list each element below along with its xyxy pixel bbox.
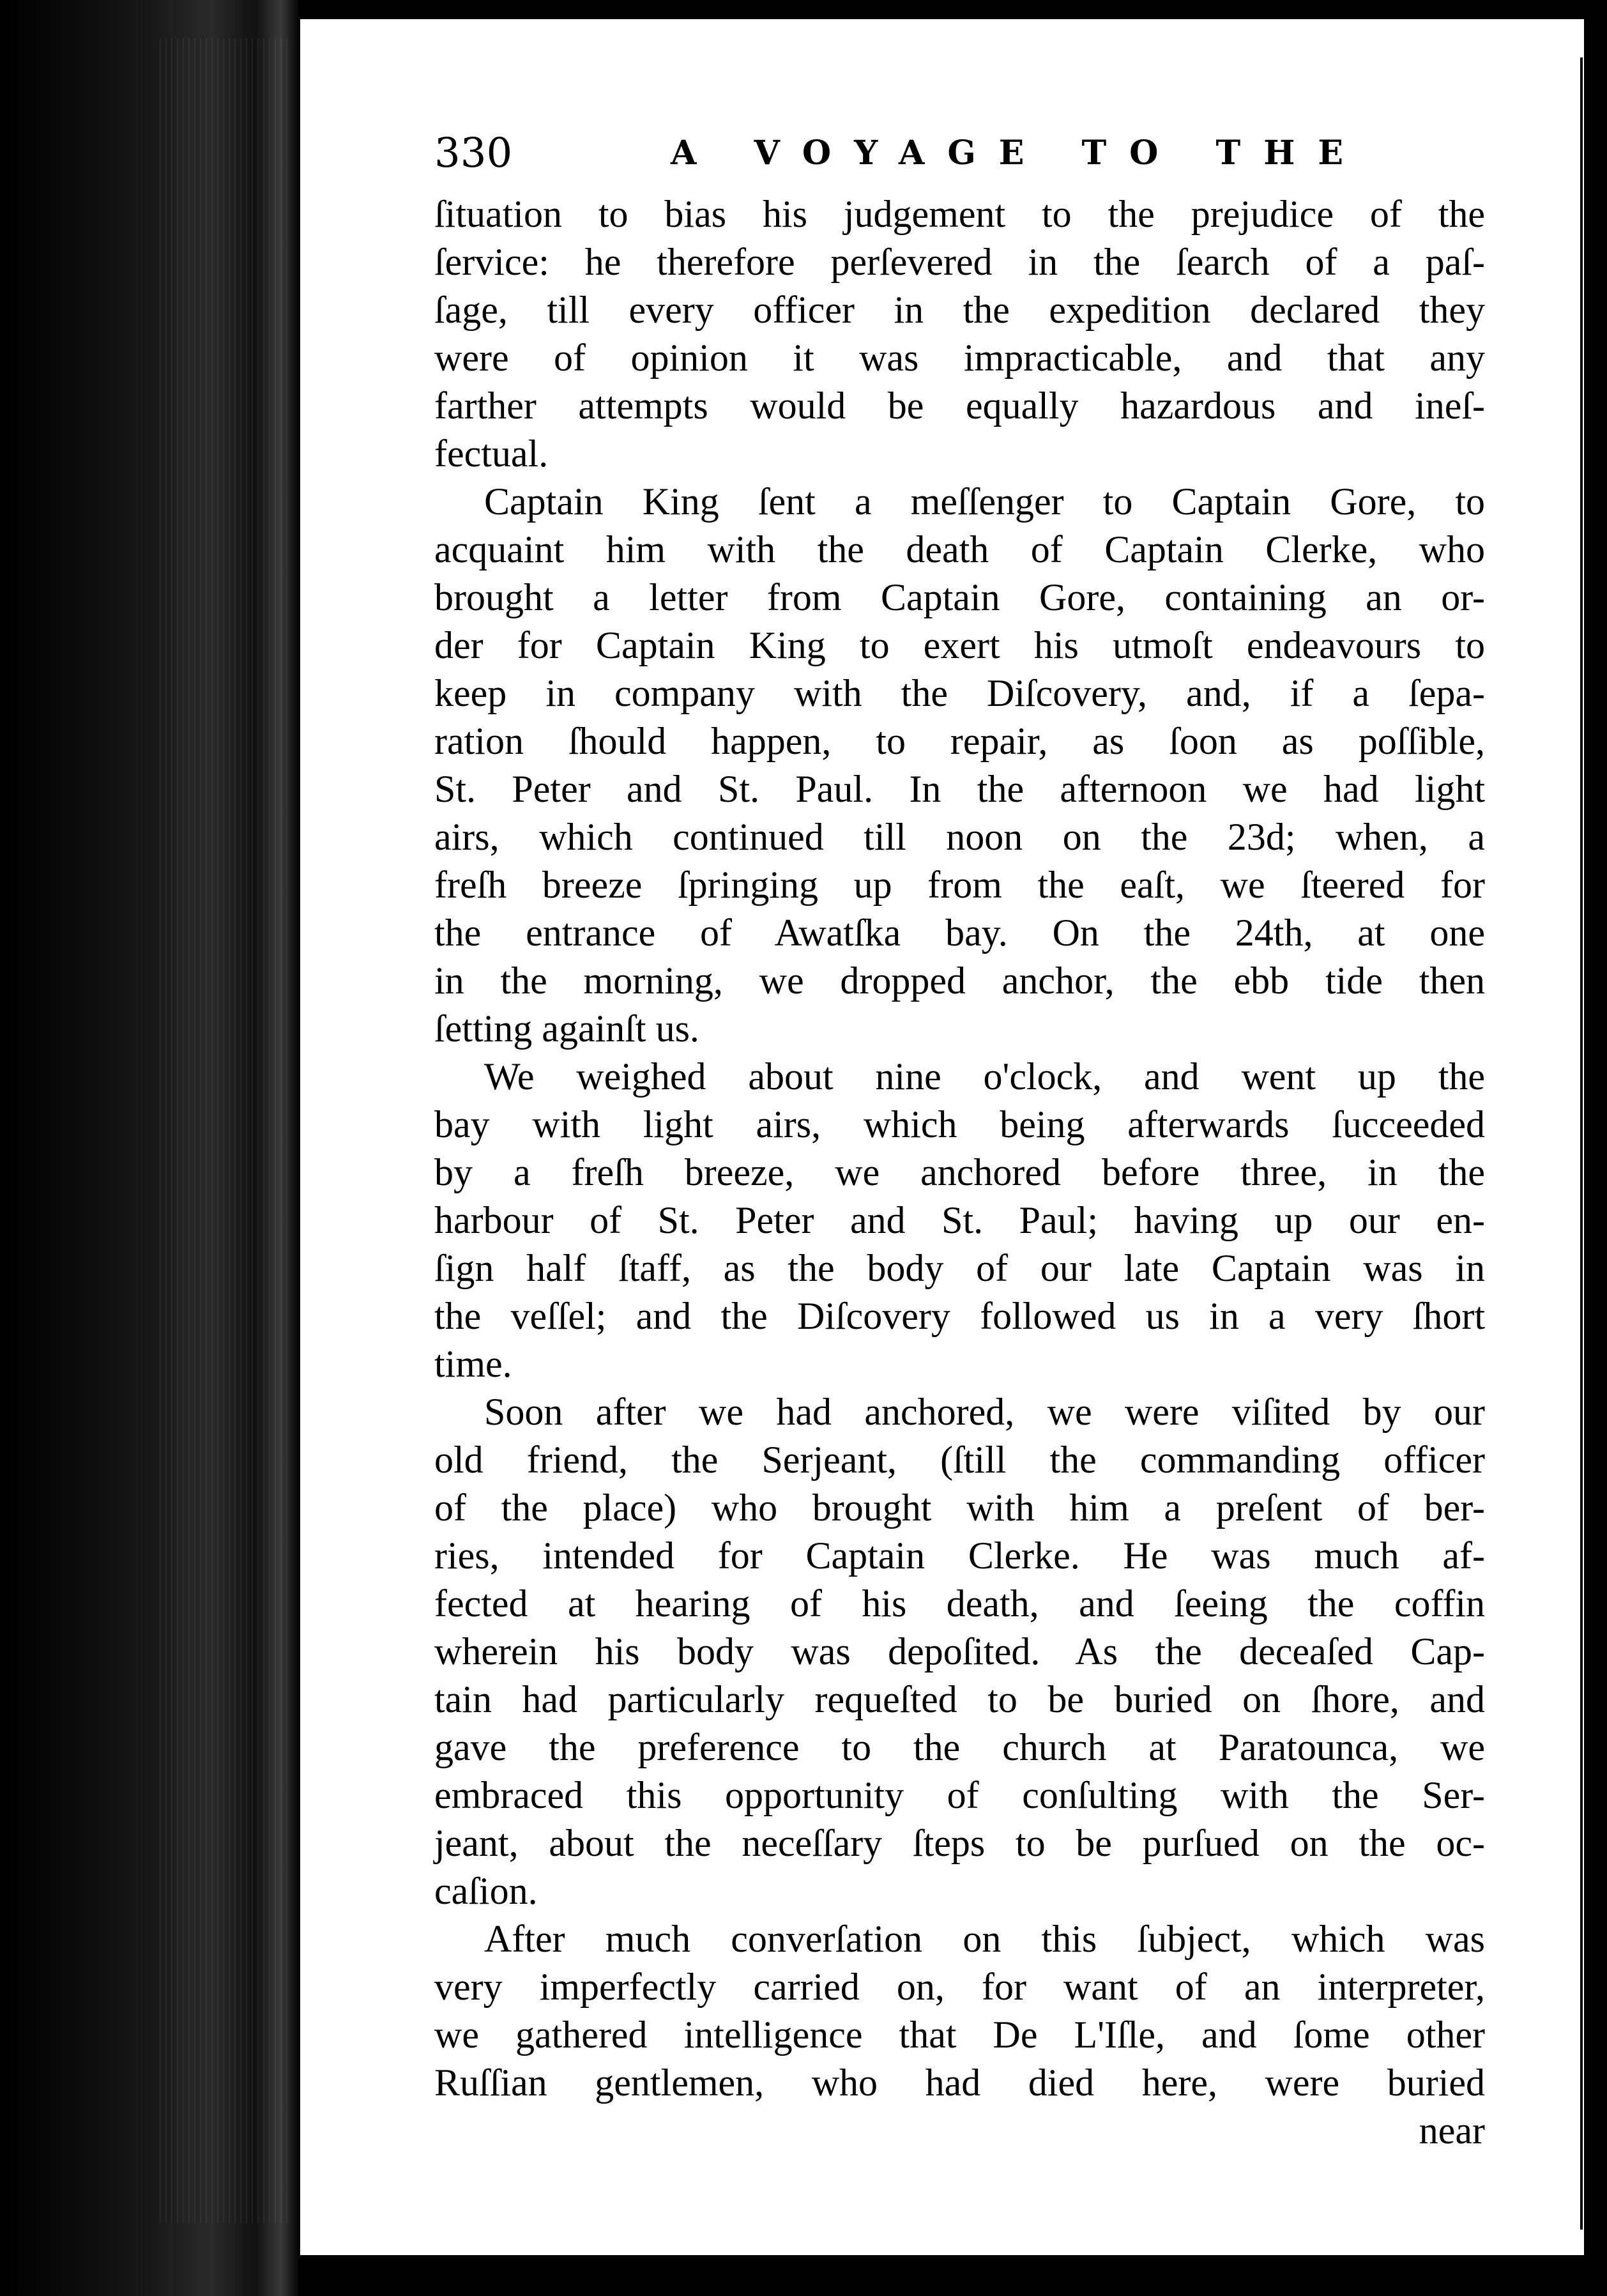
text-line: fectual. (434, 432, 549, 475)
text-line: in the morning, we dropped anchor, the ebb tide then (434, 960, 1485, 1002)
text-line: freſh breeze ſpringing up from the eaſt, we ſteered for (434, 864, 1485, 906)
text-line: the veſſel; and the Diſcovery followed us in a very ſhort (434, 1295, 1485, 1337)
text-line: Captain King ſent a meſſenger to Captain Gore, to (484, 480, 1485, 523)
text-line: ſervice: he therefore perſevered in the ſearch of a paſ- (434, 241, 1485, 283)
text-line: bay with light airs, which being afterwards ſucceeded (434, 1103, 1485, 1145)
text-line: were of opinion it was impracticable, and that any (434, 337, 1485, 379)
text-line: we gathered intelligence that De L'Iſle, and ſome other (434, 2014, 1485, 2056)
text-line: airs, which continued till noon on the 23d; when, a (434, 816, 1485, 858)
text-line: ſage, till every officer in the expedition declared they (434, 289, 1485, 331)
page-header (434, 125, 1482, 182)
text-line: gave the preference to the church at Paratounca, we (434, 1726, 1485, 1768)
facing-page-edge (1580, 57, 1583, 2230)
text-line: tain had particularly requeſted to be buried on ſhore, and (434, 1678, 1485, 1720)
text-line: the entrance of Awatſka bay. On the 24th, at one (434, 912, 1485, 954)
text-line: embraced this opportunity of conſulting with the Ser- (434, 1774, 1485, 1816)
scan-border (1584, 0, 1607, 2296)
text-line: After much converſation on this ſubject, which was (484, 1918, 1485, 1960)
text-line: der for Captain King to exert his utmoſt endeavours to (434, 624, 1485, 666)
catchword: near (1419, 2109, 1485, 2152)
page-edge-streaks (160, 38, 287, 2223)
book-gutter (0, 0, 300, 2296)
text-line: ries, intended for Captain Clerke. He was much af- (434, 1534, 1485, 1577)
text-line: We weighed about nine o'clock, and went up the (484, 1055, 1485, 1098)
text-line: harbour of St. Peter and St. Paul; having up our en- (434, 1199, 1485, 1241)
text-line: time. (434, 1343, 512, 1385)
body-text (434, 190, 1485, 2155)
text-line: very imperfectly carried on, for want of an interpreter, (434, 1966, 1485, 2008)
text-line: old friend, the Serjeant, (ſtill the commanding officer (434, 1439, 1485, 1481)
text-line: Ruſſian gentlemen, who had died here, were buried (434, 2062, 1485, 2104)
text-line: fected at hearing of his death, and ſeeing the coffin (434, 1582, 1485, 1625)
running-head: A VOYAGE TO THE (671, 134, 1367, 172)
text-line: caſion. (434, 1870, 538, 1912)
text-line: keep in company with the Diſcovery, and, if a ſepa- (434, 672, 1485, 714)
text-line: brought a letter from Captain Gore, containing an or- (434, 576, 1485, 618)
text-line: ſetting againſt us. (434, 1007, 699, 1050)
text-line: by a freſh breeze, we anchored before three, in the (434, 1151, 1485, 1193)
text-line: Soon after we had anchored, we were viſited by our (484, 1391, 1485, 1433)
text-line: jeant, about the neceſſary ſteps to be purſued on the oc- (434, 1822, 1485, 1864)
text-line: ration ſhould happen, to repair, as ſoon as poſſible, (434, 720, 1485, 762)
page-number: 330 (434, 130, 513, 177)
text-line: St. Peter and St. Paul. In the afternoon we had light (434, 768, 1485, 810)
text-line: farther attempts would be equally hazardous and ineſ- (434, 385, 1485, 427)
text-line: acquaint him with the death of Captain Clerke, who (434, 528, 1485, 570)
text-line: ſituation to bias his judgement to the prejudice of the (434, 193, 1485, 235)
text-line: of the place) who brought with him a preſent of ber- (434, 1487, 1485, 1529)
text-line: ſign half ſtaff, as the body of our late Captain was in (434, 1247, 1485, 1289)
text-line: wherein his body was depoſited. As the deceaſed Cap- (434, 1630, 1485, 1672)
